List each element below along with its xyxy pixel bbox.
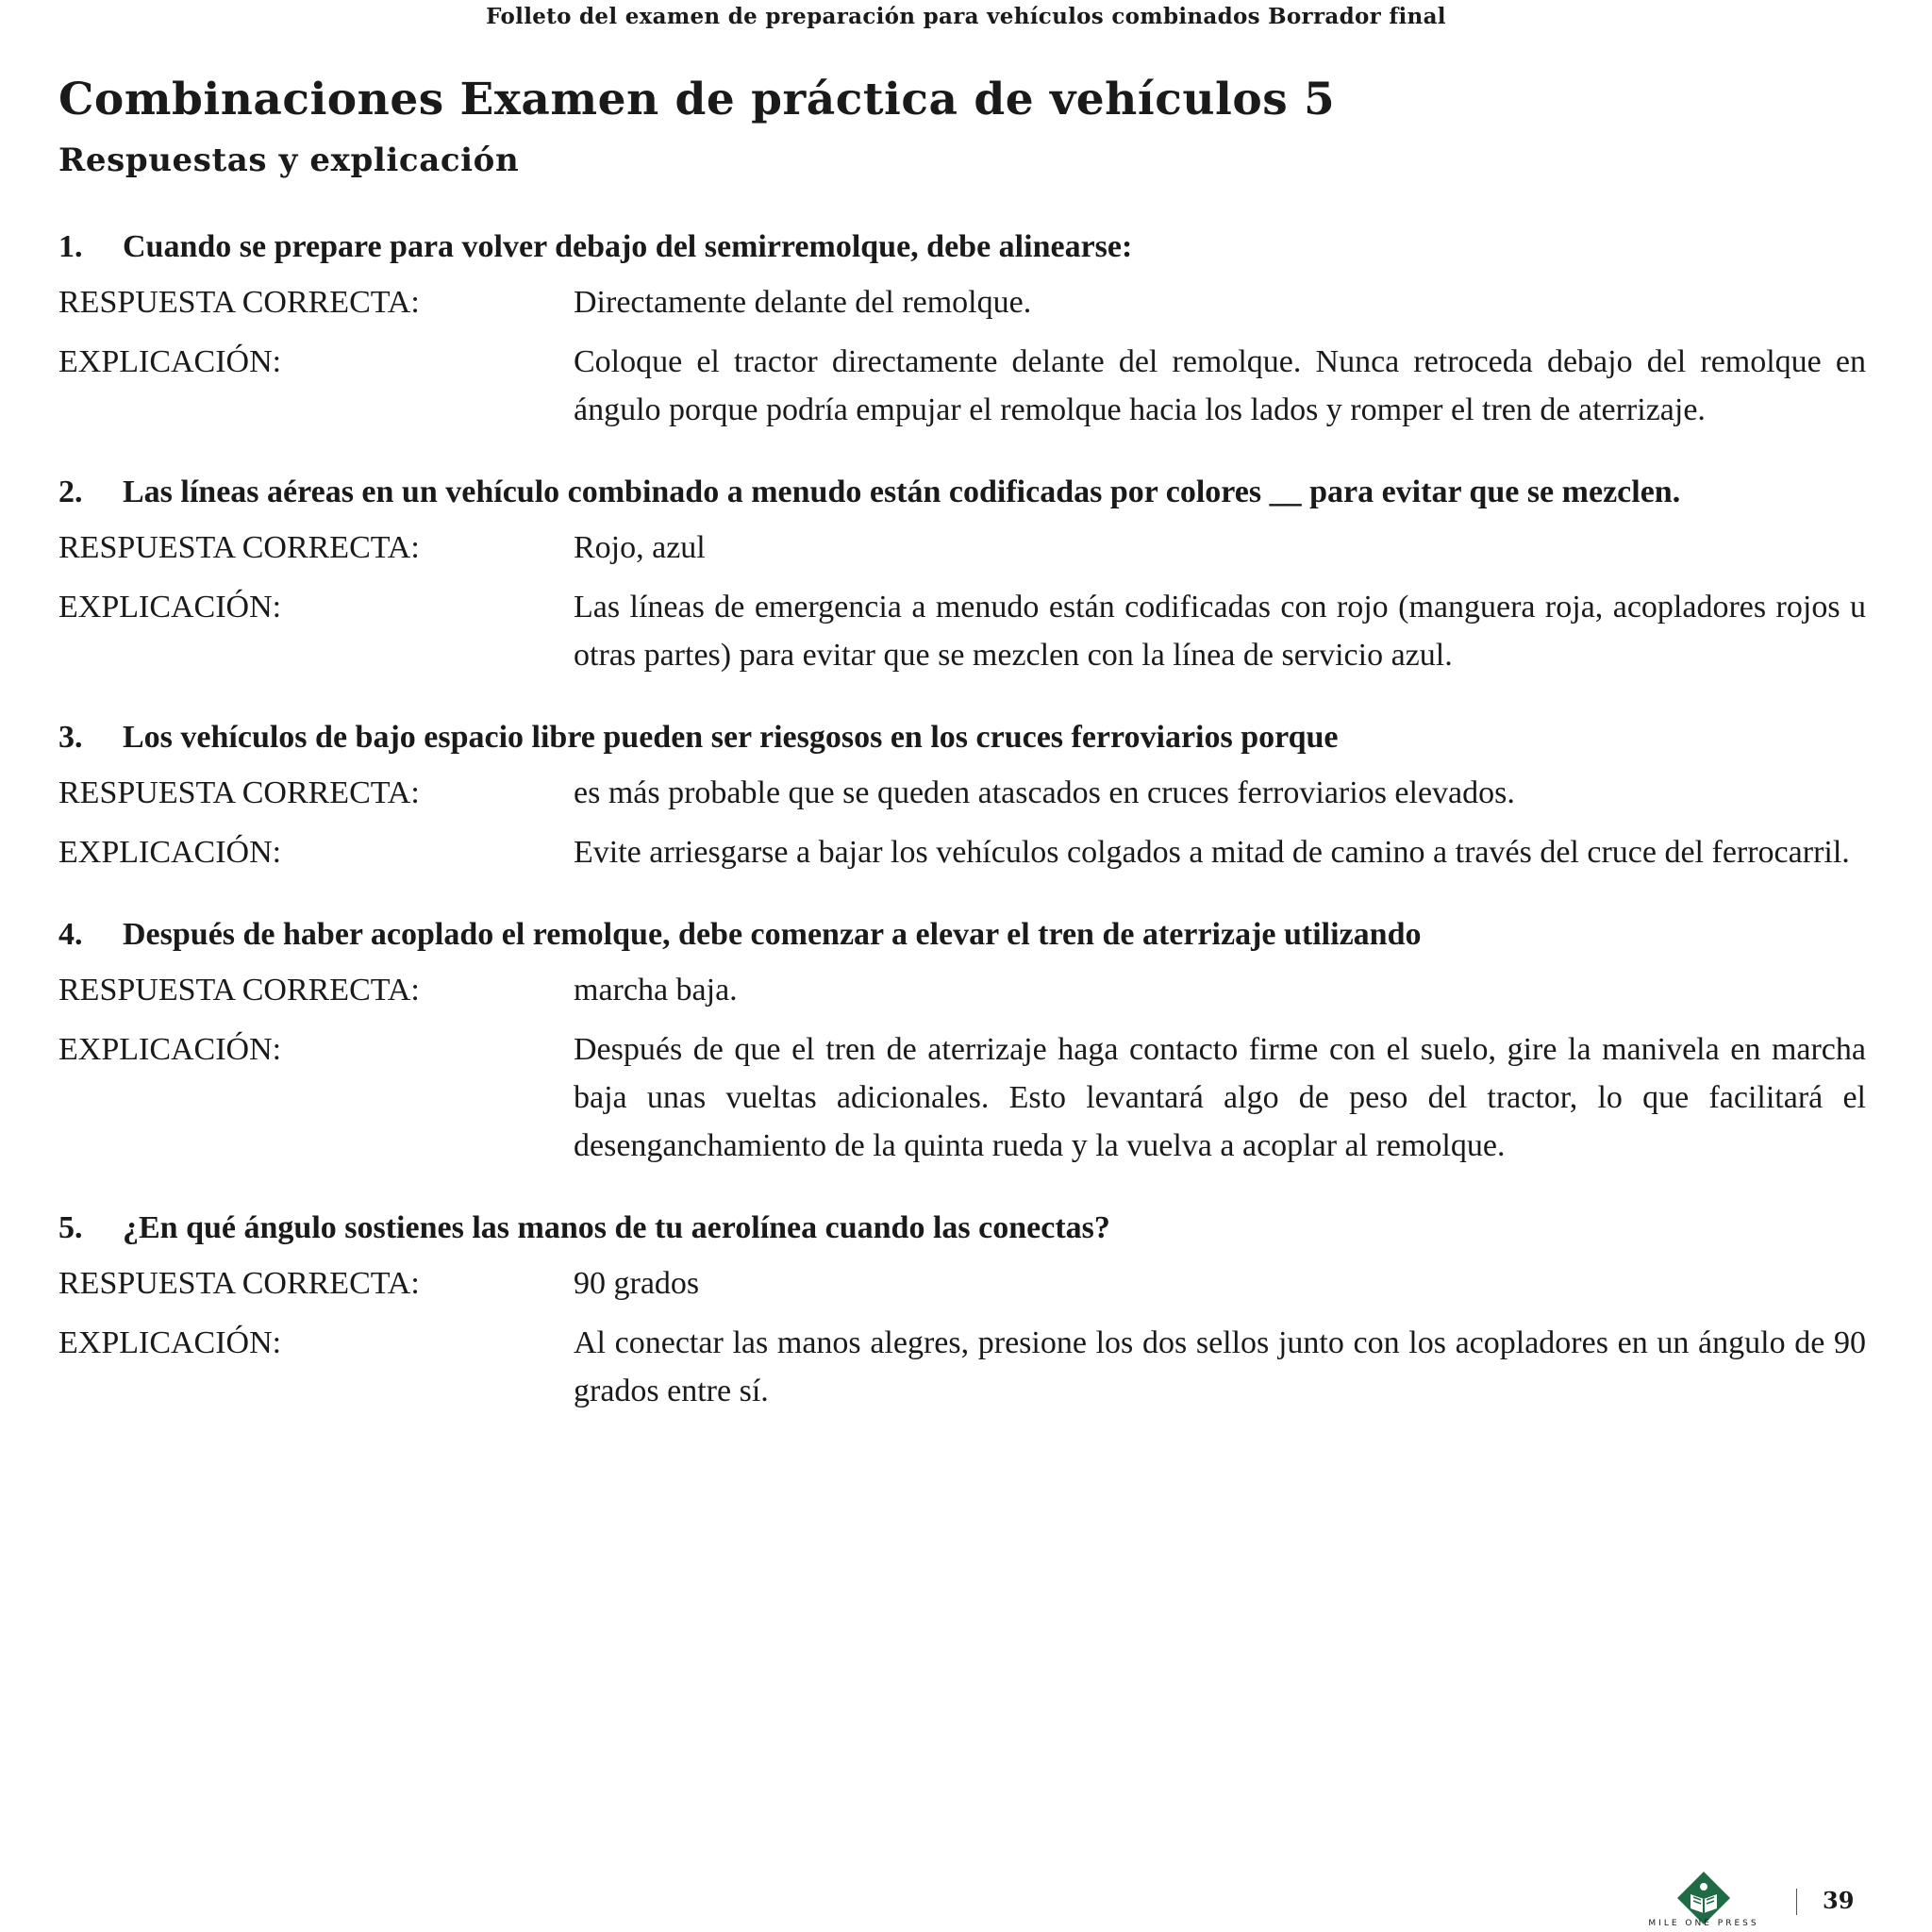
explanation-text: Evite arriesgarse a bajar los vehículos colgados a mitad de camino a través del cruce del ferrocarril. — [574, 835, 1850, 870]
page-subtitle: Respuestas y explicación — [58, 142, 520, 179]
question-1 — [58, 223, 1866, 271]
answer-label: RESPUESTA CORRECTA: — [58, 285, 420, 320]
question-number: 5. — [58, 1210, 83, 1245]
publisher-name: MILE ONE PRESS — [1648, 1919, 1759, 1928]
publisher-logo — [1641, 1870, 1766, 1932]
qa-list — [58, 223, 1866, 1449]
explanation-label: EXPLICACIÓN: — [58, 344, 282, 379]
question-2 — [58, 468, 1866, 516]
answer-text: marcha baja. — [574, 973, 738, 1008]
question-text: Los vehículos de bajo espacio libre pueden ser riesgosos en los cruces ferroviarios porque — [123, 720, 1339, 755]
explanation-row — [58, 1025, 1866, 1170]
qa-item-4 — [58, 910, 1866, 1170]
question-number: 2. — [58, 475, 83, 509]
qa-item-5 — [58, 1204, 1866, 1415]
question-number: 3. — [58, 720, 83, 755]
explanation-row — [58, 1319, 1866, 1415]
question-number: 1. — [58, 229, 83, 264]
explanation-text: Al conectar las manos alegres, presione los dos sellos junto con los acopladores en un ángulo de 90 grados entre sí. — [574, 1325, 1866, 1408]
question-text: Las líneas aéreas en un vehículo combinado a menudo están codificadas por colores __ para evitar que se mezclen. — [123, 475, 1681, 509]
answer-label: RESPUESTA CORRECTA: — [58, 973, 420, 1008]
question-text: Después de haber acoplado el remolque, debe comenzar a elevar el tren de aterrizaje utilizando — [123, 917, 1422, 952]
answer-text: es más probable que se queden atascados en cruces ferroviarios elevados. — [574, 775, 1515, 810]
explanation-label: EXPLICACIÓN: — [58, 590, 282, 625]
question-text: ¿En qué ángulo sostienes las manos de tu aerolínea cuando las conectas? — [123, 1210, 1110, 1245]
footer-divider — [1796, 1889, 1797, 1915]
question-3 — [58, 713, 1866, 761]
page-number: 39 — [1823, 1887, 1855, 1914]
qa-item-3 — [58, 713, 1866, 876]
explanation-label: EXPLICACIÓN: — [58, 1032, 282, 1067]
book-logo-icon — [1675, 1870, 1732, 1926]
page-title: Combinaciones Examen de práctica de vehículos 5 — [58, 74, 1336, 125]
explanation-text: Coloque el tractor directamente delante del remolque. Nunca retroceda debajo del remolque en ángulo porque podría empujar el remolque hacia los lados y romper el tren de aterrizaje. — [574, 344, 1866, 427]
explanation-row — [58, 338, 1866, 434]
answer-row — [58, 966, 1866, 1014]
answer-row — [58, 278, 1866, 326]
answer-text: 90 grados — [574, 1266, 700, 1301]
question-number: 4. — [58, 917, 83, 952]
answer-label: RESPUESTA CORRECTA: — [58, 530, 420, 565]
answer-text: Rojo, azul — [574, 530, 706, 565]
answer-text: Directamente delante del remolque. — [574, 285, 1032, 320]
answer-label: RESPUESTA CORRECTA: — [58, 775, 420, 810]
qa-item-1 — [58, 223, 1866, 434]
qa-item-2 — [58, 468, 1866, 679]
answer-label: RESPUESTA CORRECTA: — [58, 1266, 420, 1301]
answer-row — [58, 769, 1866, 817]
explanation-label: EXPLICACIÓN: — [58, 1325, 282, 1360]
explanation-text: Después de que el tren de aterrizaje haga contacto firme con el suelo, gire la manivela en marcha baja unas vueltas adicionales. Esto levantará algo de peso del tractor, lo que facilitará el desenganchamiento de la quinta rueda y la vuelva a acoplar al remolque. — [574, 1032, 1866, 1163]
question-5 — [58, 1204, 1866, 1252]
running-header: Folleto del examen de preparación para vehículos combinados Borrador final — [486, 4, 1446, 29]
explanation-label: EXPLICACIÓN: — [58, 835, 282, 870]
answer-row — [58, 1259, 1866, 1307]
question-4 — [58, 910, 1866, 958]
explanation-row — [58, 583, 1866, 679]
answer-row — [58, 524, 1866, 572]
explanation-text: Las líneas de emergencia a menudo están codificadas con rojo (manguera roja, acopladores rojos u otras partes) para evitar que se mezclen con la línea de servicio azul. — [574, 590, 1866, 673]
explanation-row — [58, 828, 1866, 876]
question-text: Cuando se prepare para volver debajo del semirremolque, debe alinearse: — [123, 229, 1133, 264]
